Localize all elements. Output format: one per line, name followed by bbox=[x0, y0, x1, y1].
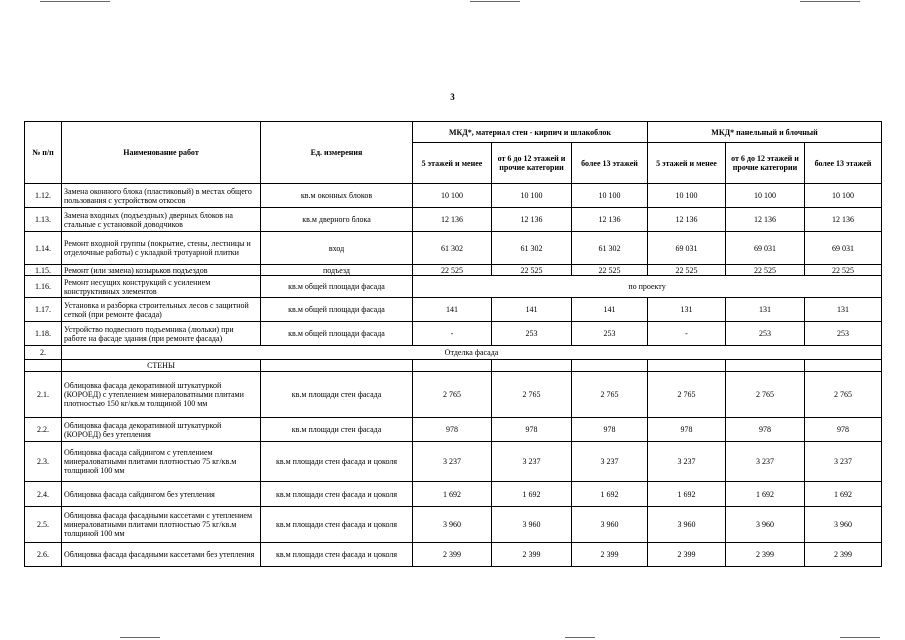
table-row bbox=[25, 298, 882, 322]
header-unit: Ед. измерения bbox=[261, 122, 413, 184]
unit: кв.м общей площади фасада bbox=[261, 298, 413, 322]
span-note: по проекту bbox=[413, 276, 882, 298]
price-value: 3 237 bbox=[413, 442, 492, 482]
unit: вход bbox=[261, 232, 413, 265]
price-value: 2 399 bbox=[572, 543, 648, 567]
row-number: 1.14. bbox=[25, 232, 62, 265]
work-name: Облицовка фасада сайдингом без утепления bbox=[62, 482, 261, 507]
work-name: Установка и разборка строительных лесов с защитной сеткой (при ремонте фасада) bbox=[62, 298, 261, 322]
row-number: 2.4. bbox=[25, 482, 62, 507]
empty-cell bbox=[648, 360, 726, 372]
work-name: Облицовка фасада декоративной штукатуркой (КОРОЕД) без утепления bbox=[62, 418, 261, 442]
work-name: Ремонт (или замена) козырьков подъездов bbox=[62, 265, 261, 276]
table-row bbox=[25, 184, 882, 208]
price-value: 12 136 bbox=[648, 208, 726, 232]
header-sub: от 6 до 12 этажей и прочие категории bbox=[726, 143, 805, 184]
price-value: 1 692 bbox=[413, 482, 492, 507]
price-value: 10 100 bbox=[648, 184, 726, 208]
work-name: Устройство подвесного подъемника (люльки) при работе на фасаде здания (при ремонте фасада) bbox=[62, 322, 261, 346]
price-value: 3 960 bbox=[805, 507, 882, 543]
price-value: 978 bbox=[413, 418, 492, 442]
price-value: 2 765 bbox=[413, 372, 492, 418]
price-value: 10 100 bbox=[572, 184, 648, 208]
price-value: 3 960 bbox=[492, 507, 572, 543]
price-value: 2 399 bbox=[492, 543, 572, 567]
scan-edge-mark bbox=[40, 1, 110, 2]
unit: кв.м площади стен фасада bbox=[261, 372, 413, 418]
price-value: 61 302 bbox=[492, 232, 572, 265]
price-value: 2 765 bbox=[492, 372, 572, 418]
unit: кв.м площади стен фасада и цоколя bbox=[261, 482, 413, 507]
price-value: 22 525 bbox=[572, 265, 648, 276]
price-value: 978 bbox=[726, 418, 805, 442]
header-sub: от 6 до 12 этажей и прочие категории bbox=[492, 143, 572, 184]
price-value: 253 bbox=[726, 322, 805, 346]
header-sub: 5 этажей и менее bbox=[648, 143, 726, 184]
subsection-title: СТЕНЫ bbox=[62, 360, 261, 372]
unit: кв.м площади стен фасада и цоколя bbox=[261, 442, 413, 482]
unit: подъезд bbox=[261, 265, 413, 276]
scan-edge-mark bbox=[800, 1, 860, 2]
table-row bbox=[25, 482, 882, 507]
price-value: 2 399 bbox=[648, 543, 726, 567]
row-number: 2.3. bbox=[25, 442, 62, 482]
table-row bbox=[25, 442, 882, 482]
table-body bbox=[25, 184, 882, 567]
price-value: 2 765 bbox=[572, 372, 648, 418]
row-number: 2.2. bbox=[25, 418, 62, 442]
unit: кв.м площади стен фасада и цоколя bbox=[261, 543, 413, 567]
price-value: 2 765 bbox=[648, 372, 726, 418]
pricing-table bbox=[24, 121, 882, 567]
header-sub: более 13 этажей bbox=[572, 143, 648, 184]
price-value: 131 bbox=[648, 298, 726, 322]
scan-edge-mark bbox=[840, 637, 880, 638]
table-row bbox=[25, 507, 882, 543]
price-value: 2 765 bbox=[726, 372, 805, 418]
table-row bbox=[25, 346, 882, 360]
table-row bbox=[25, 322, 882, 346]
table-row bbox=[25, 265, 882, 276]
price-value: 1 692 bbox=[648, 482, 726, 507]
work-name: Облицовка фасада сайдингом с утеплением минераловатными плитами плотностью 75 кг/кв.м толщиной 100 мм bbox=[62, 442, 261, 482]
price-value: 61 302 bbox=[413, 232, 492, 265]
section-title: Отделка фасада bbox=[62, 346, 882, 360]
header-name: Наименование работ bbox=[62, 122, 261, 184]
row-number: 1.16. bbox=[25, 276, 62, 298]
unit: кв.м общей площади фасада bbox=[261, 276, 413, 298]
empty-cell bbox=[25, 360, 62, 372]
header-num: № п/п bbox=[25, 122, 62, 184]
table-header bbox=[25, 122, 882, 184]
section-number: 2. bbox=[25, 346, 62, 360]
price-value: 3 237 bbox=[572, 442, 648, 482]
header-sub: более 13 этажей bbox=[805, 143, 882, 184]
price-value: 10 100 bbox=[492, 184, 572, 208]
table-row bbox=[25, 232, 882, 265]
price-value: 253 bbox=[805, 322, 882, 346]
work-name: Облицовка фасада декоративной штукатуркой (КОРОЕД) с утеплением минераловатными плитами плотностью 150 кг/кв.м толщиной 100 мм bbox=[62, 372, 261, 418]
empty-cell bbox=[726, 360, 805, 372]
price-value: 3 237 bbox=[492, 442, 572, 482]
row-number: 1.13. bbox=[25, 208, 62, 232]
price-value: 141 bbox=[572, 298, 648, 322]
price-value: 22 525 bbox=[648, 265, 726, 276]
scan-edge-mark bbox=[120, 637, 160, 638]
table-row bbox=[25, 360, 882, 372]
price-value: 10 100 bbox=[805, 184, 882, 208]
row-number: 2.1. bbox=[25, 372, 62, 418]
scan-edge-mark bbox=[470, 1, 520, 2]
header-group-brick: МКД*, материал стен - кирпич и шлакоблок bbox=[413, 122, 648, 143]
price-value: 2 399 bbox=[805, 543, 882, 567]
price-value: - bbox=[413, 322, 492, 346]
price-value: 2 765 bbox=[805, 372, 882, 418]
work-name: Замена оконного блока (пластиковый) в местах общего пользования с устройством откосов bbox=[62, 184, 261, 208]
price-value: 1 692 bbox=[572, 482, 648, 507]
price-value: 61 302 bbox=[572, 232, 648, 265]
price-value: 978 bbox=[648, 418, 726, 442]
empty-cell bbox=[413, 360, 492, 372]
price-value: 978 bbox=[805, 418, 882, 442]
unit: кв.м площади стен фасада bbox=[261, 418, 413, 442]
scan-edge-mark bbox=[565, 637, 595, 638]
price-value: 3 237 bbox=[805, 442, 882, 482]
price-value: 141 bbox=[492, 298, 572, 322]
work-name: Облицовка фасада фасадными кассетами без утепления bbox=[62, 543, 261, 567]
table-row bbox=[25, 276, 882, 298]
price-value: 22 525 bbox=[413, 265, 492, 276]
price-value: 10 100 bbox=[726, 184, 805, 208]
table-row bbox=[25, 543, 882, 567]
price-value: 22 525 bbox=[726, 265, 805, 276]
unit: кв.м общей площади фасада bbox=[261, 322, 413, 346]
empty-cell bbox=[572, 360, 648, 372]
row-number: 2.5. bbox=[25, 507, 62, 543]
table-row bbox=[25, 208, 882, 232]
price-value: 69 031 bbox=[805, 232, 882, 265]
price-value: 131 bbox=[805, 298, 882, 322]
price-value: 12 136 bbox=[726, 208, 805, 232]
price-value: 69 031 bbox=[726, 232, 805, 265]
price-value: - bbox=[648, 322, 726, 346]
table-row bbox=[25, 372, 882, 418]
price-value: 3 960 bbox=[413, 507, 492, 543]
price-value: 3 960 bbox=[572, 507, 648, 543]
page-number: 3 bbox=[450, 92, 455, 102]
price-value: 2 399 bbox=[413, 543, 492, 567]
price-value: 141 bbox=[413, 298, 492, 322]
price-value: 12 136 bbox=[413, 208, 492, 232]
header-sub: 5 этажей и менее bbox=[413, 143, 492, 184]
unit: кв.м дверного блока bbox=[261, 208, 413, 232]
header-group-panel: МКД* панельный и блочный bbox=[648, 122, 882, 143]
price-value: 12 136 bbox=[805, 208, 882, 232]
empty-cell bbox=[492, 360, 572, 372]
price-value: 978 bbox=[572, 418, 648, 442]
price-value: 12 136 bbox=[572, 208, 648, 232]
price-value: 22 525 bbox=[492, 265, 572, 276]
price-value: 253 bbox=[572, 322, 648, 346]
price-value: 978 bbox=[492, 418, 572, 442]
empty-cell bbox=[805, 360, 882, 372]
work-name: Ремонт входной группы (покрытие, стены, лестницы и отделочные работы) с укладкой тротуарной плитки bbox=[62, 232, 261, 265]
price-value: 12 136 bbox=[492, 208, 572, 232]
unit: кв.м площади стен фасада и цоколя bbox=[261, 507, 413, 543]
price-value: 10 100 bbox=[413, 184, 492, 208]
work-name: Облицовка фасада фасадными кассетами с утеплением минераловатными плитами плотностью 75 кг/кв.м толщиной 100 мм bbox=[62, 507, 261, 543]
price-value: 3 960 bbox=[726, 507, 805, 543]
work-name: Замена входных (подъездных) дверных блоков на стальные с установкой доводчиков bbox=[62, 208, 261, 232]
price-value: 3 237 bbox=[726, 442, 805, 482]
price-value: 3 237 bbox=[648, 442, 726, 482]
price-value: 3 960 bbox=[648, 507, 726, 543]
price-value: 1 692 bbox=[726, 482, 805, 507]
empty-cell bbox=[261, 360, 413, 372]
price-value: 2 399 bbox=[726, 543, 805, 567]
price-value: 1 692 bbox=[805, 482, 882, 507]
price-value: 1 692 bbox=[492, 482, 572, 507]
row-number: 1.17. bbox=[25, 298, 62, 322]
price-value: 253 bbox=[492, 322, 572, 346]
price-value: 22 525 bbox=[805, 265, 882, 276]
work-name: Ремонт несущих конструкций с усилением конструктивных элементов bbox=[62, 276, 261, 298]
unit: кв.м оконных блоков bbox=[261, 184, 413, 208]
price-value: 131 bbox=[726, 298, 805, 322]
table-row bbox=[25, 418, 882, 442]
row-number: 1.18. bbox=[25, 322, 62, 346]
price-value: 69 031 bbox=[648, 232, 726, 265]
row-number: 1.15. bbox=[25, 265, 62, 276]
row-number: 2.6. bbox=[25, 543, 62, 567]
row-number: 1.12. bbox=[25, 184, 62, 208]
